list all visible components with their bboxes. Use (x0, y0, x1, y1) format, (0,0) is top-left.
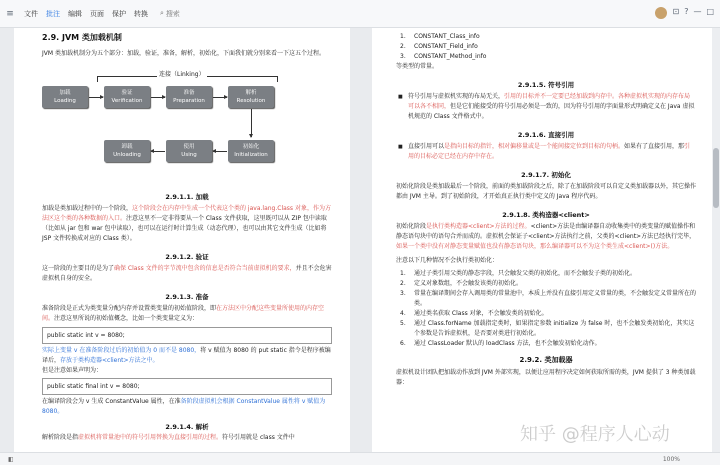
menu-protect[interactable]: 保护 (112, 9, 126, 18)
list-item: 6. 通过 ClassLoader 默认的 loadClass 方法，也不会触发初始化动作。 (400, 340, 601, 347)
search-icon: ⌕ (160, 9, 164, 17)
heading-preparation: 2.9.1.3. 准备 (165, 293, 209, 301)
class-constructor-paragraph: 初始化阶段是执行类构造器<client>方法的过程。<client>方法是由编译器自动收集类中的类变量的赋值操作和静态语句块中的语句合并而成的。虚拟机会保证子<client>方法执行之前，父类的<client>方法已经执行完毕，如果一个类中没有对静态变量赋值也没有静态语句块，那么编译器可以不为这个类生成<client>()方法。 (396, 223, 696, 250)
heading-verification: 2.9.1.2. 验证 (165, 253, 209, 261)
class-loader-paragraph: 虚拟机设计团队把加载动作放到 JVM 外部实现，以便让应用程序决定如何获取所需的类，JVM 提供了 3 种类加载器： (396, 369, 696, 386)
right-page (372, 28, 712, 458)
consts-tail: 等类型的常量。 (396, 63, 439, 70)
menu-convert[interactable]: 转换 (134, 9, 148, 18)
stage-initialization: 初始化 Initialization (228, 140, 274, 162)
preparation-paragraph-2: 实际上变量 v 在准备阶段过后的初始值为 0 而不是 8080，将 v 赋值为 8080 的 put static 指令是程序被编译后，存放于类构造器<client>方法之中。 (42, 347, 331, 364)
menu-page[interactable]: 页面 (90, 9, 104, 18)
const-item: 2. CONSTANT_Field_info (400, 43, 478, 50)
search-box[interactable] (160, 9, 180, 19)
no-init-list (396, 269, 696, 349)
watermark: 知乎 @程序人心动 (520, 424, 670, 445)
window-controls (655, 7, 714, 19)
help-icon[interactable]: ? (684, 7, 689, 16)
menu-edit[interactable]: 编辑 (68, 9, 82, 18)
vertical-scrollbar[interactable] (712, 28, 720, 458)
code-block-1: public static int v = 8080; (42, 327, 332, 344)
menu-annotate[interactable]: 批注 (46, 9, 60, 18)
initialization-paragraph: 初始化阶段是类加载最后一个阶段，前面的类加载阶段之后，除了在加载阶段可以自定义类加载器以外，其它操作都由 JVM 主导。到了初始阶段，才开始真正执行类中定义的 Java 程序代码。 (396, 183, 697, 200)
loading-paragraph: 加载是类加载过程中的一个阶段，这个阶段会在内存中生成一个代表这个类的 java.lang.Class 对象，作为方法区这个类的各种数据的入口。注意这里不一定非得要从一个 Class 文件获取，这里既可以从 ZIP 包中读取（比如从 jar 包和 war 包中读取），也可以在运行时计算生成（动态代理），也可以由其它文件生成（比如将 JSP 文件转换成对应的 Class 类）。 (42, 205, 331, 242)
const-item: 1. CONSTANT_Class_info (400, 33, 480, 40)
page-gutter (355, 28, 367, 458)
linking-label: 连接（Linking） (159, 71, 205, 78)
page-nav-icon[interactable]: ◧ (8, 455, 14, 463)
preparation-paragraph-3: 在编译阶段会为 v 生成 ConstantValue 属性，在准备阶段虚拟机会根据 ConstantValue 属性将 v 赋值为 8080。 (42, 398, 326, 415)
const-item: 3. CONSTANT_Method_info (400, 53, 487, 60)
stage-using: 使用 Using (166, 140, 212, 162)
minimize-icon[interactable]: — (693, 7, 702, 16)
heading-symbolic-ref: 2.9.1.5. 符号引用 (517, 81, 575, 89)
list-item: 2. 定义对象数组，不会触发该类的初始化。 (400, 280, 523, 287)
list-item: 4. 通过类名获取 Class 对象，不会触发类的初始化。 (400, 310, 548, 317)
section-title: 2.9. JVM 类加载机制 (42, 33, 122, 42)
stage-preparation: 准备 Preparation (166, 86, 212, 108)
search-label: 搜索 (165, 9, 180, 18)
zoom-level[interactable]: 100% (662, 455, 680, 463)
symbolic-ref-paragraph: ■ 符号引用与虚拟机实现的布局无关，引用的目标并不一定要已经加载到内存中。各种虚拟机实现的内存布局可以各不相同，但是它们能接受的符号引用必须是一致的，因为符号引用的字面量形式明确定义在 Java 虚拟机规范的 Class 文件格式中。 (396, 92, 696, 122)
list-item: 3. 常量在编译期间会存入调用类的常量池中，本质上并没有直接引用定义常量的类，不会触发定义常量所在的类。 (400, 290, 697, 307)
code-block-2: public static final int v = 8080; (42, 378, 332, 395)
stage-verification: 验证 Verification (104, 86, 150, 108)
maximize-icon[interactable]: □ (706, 7, 714, 16)
scroll-thumb[interactable] (713, 148, 719, 208)
verification-paragraph: 这一阶段的主要目的是为了确保 Class 文件的字节流中包含的信息是否符合当前虚拟机的要求，并且不会危害虚拟机自身的安全。 (42, 265, 332, 282)
heading-class-loader: 2.9.2. 类加载器 (519, 356, 573, 364)
list-item: 5. 通过 Class.forName 加载指定类时，如果指定参数 initialize 为 false 时，也不会触发类初始化，其实这个参数是告诉虚拟机，是否要对类进行初始化。 (400, 320, 695, 337)
menu-icon[interactable]: ≡ (6, 8, 14, 19)
avatar[interactable] (655, 7, 667, 19)
stage-resolution: 解析 Resolution (228, 86, 274, 108)
heading-class-constructor: 2.9.1.8. 类构造器<client> (502, 211, 590, 219)
heading-loading: 2.9.1.1. 加载 (165, 193, 209, 201)
status-bar (0, 452, 720, 465)
heading-initialization: 2.9.1.7. 初始化 (521, 171, 571, 179)
no-init-intro: 注意以下几种情况不会执行类初始化： (396, 257, 499, 264)
preparation-note: 但是注意如果声明为： (42, 367, 103, 374)
class-loading-diagram (42, 71, 282, 180)
heading-resolution: 2.9.1.4. 解析 (165, 423, 209, 431)
stage-loading: 加载 Loading (42, 86, 88, 108)
list-item: 1. 通过子类引用父类的静态字段，只会触发父类的初始化，而不会触发子类的初始化。 (400, 270, 637, 277)
share-icon[interactable]: ⊡ (672, 7, 680, 16)
resolution-paragraph: 解析阶段是指虚拟机将常量池中的符号引用替换为直接引用的过程。符号引用就是 class 文件中 (42, 434, 295, 441)
menu-file[interactable]: 文件 (24, 9, 38, 18)
preparation-paragraph: 准备阶段是正式为类变量分配内存并设置类变量的初始值阶段，即在方法区中分配这些变量所使用的内存空间。注意这里所说的初始值概念，比如一个类变量定义为： (42, 305, 325, 322)
heading-direct-ref: 2.9.1.6. 直接引用 (517, 131, 575, 139)
stage-unloading: 卸载 Unloading (104, 140, 150, 162)
toolbar (0, 0, 720, 28)
direct-ref-paragraph: ■ 直接引用可以是指向目标的指针，相对偏移量或是一个能间接定位到目标的句柄。如果有了直接引用，那引用的目标必定已经在内存中存在。 (396, 142, 696, 162)
left-page (14, 28, 350, 458)
intro-text: JVM 类加载机制分为五个部分：加载，验证，准备，解析，初始化，下面我们就分别来看一下这五个过程。 (42, 50, 325, 57)
